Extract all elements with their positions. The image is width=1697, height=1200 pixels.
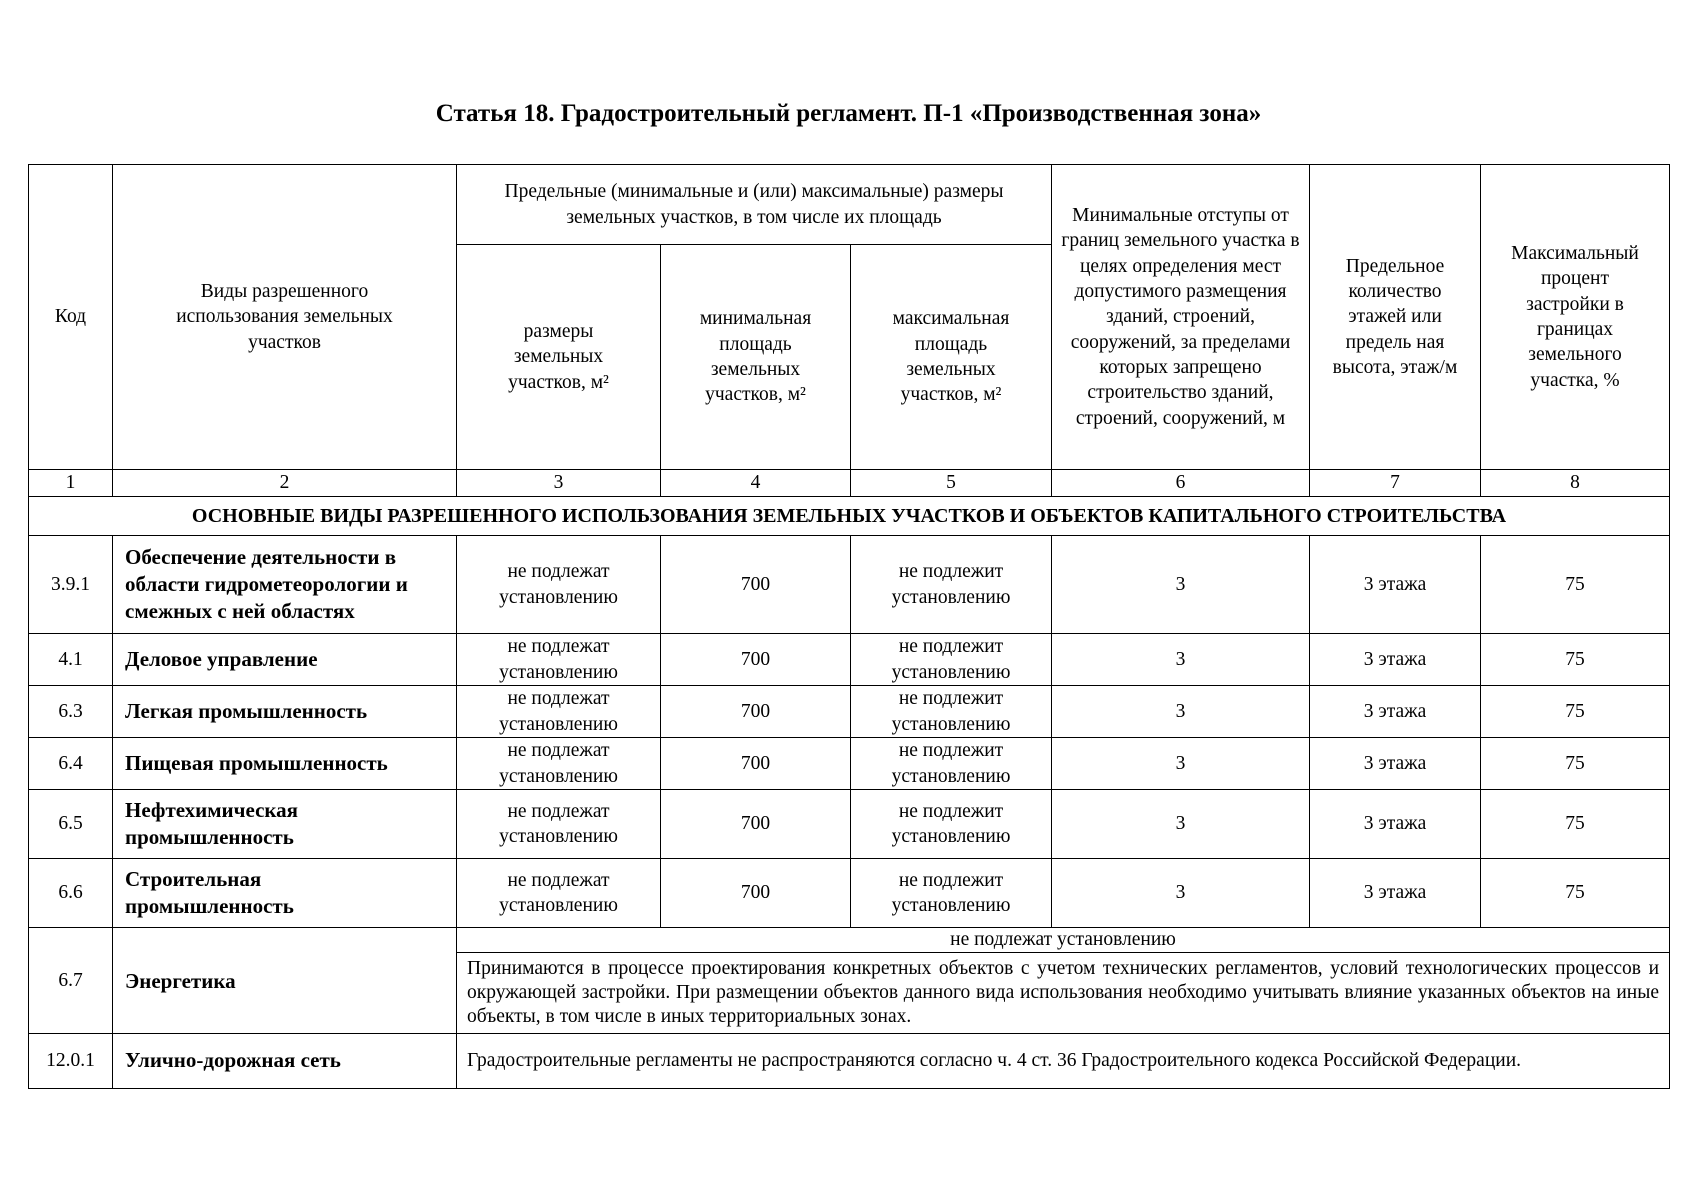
table-row-energy [29,928,1670,953]
row-setback: 3 [1052,790,1310,859]
row-floors: 3 этажа [1310,790,1481,859]
table-row [29,686,1670,738]
row-name: Строительная промышленность [113,859,457,928]
row-sizes: не подлежат установлению [457,738,661,790]
row-sizes: не подлежат установлению [457,859,661,928]
row-code: 6.7 [29,928,113,1034]
table-row [29,536,1670,634]
col-num: 2 [113,470,457,497]
section-title: ОСНОВНЫЕ ВИДЫ РАЗРЕШЕННОГО ИСПОЛЬЗОВАНИЯ ЗЕМЕЛЬНЫХ УЧАСТКОВ И ОБЪЕКТОВ КАПИТАЛЬНОГО СТРОИТЕЛЬСТВА [29,497,1670,536]
row-name: Легкая промышленность [113,686,457,738]
energy-note: Принимаются в процессе проектирования конкретных объектов с учетом технических регламентов, условий технологических процессов и окружающей застройки. При размещении объектов данного вида использования необходимо учитывать влияние указанных объектов на иные объекты, в том числе в иных территориальных зонах. [457,953,1670,1034]
header-row-1 [29,165,1670,245]
row-coverage: 75 [1481,859,1670,928]
table-row [29,738,1670,790]
row-setback: 3 [1052,738,1310,790]
row-name: Деловое управление [113,634,457,686]
col-num: 5 [851,470,1052,497]
row-floors: 3 этажа [1310,686,1481,738]
header-code: Код [29,165,113,470]
row-max-area: не подлежит установлению [851,859,1052,928]
row-floors: 3 этажа [1310,738,1481,790]
row-floors: 3 этажа [1310,859,1481,928]
row-floors: 3 этажа [1310,634,1481,686]
header-floors: Предельное количество этажей или предель ная высота, этаж/м [1310,165,1481,470]
row-min-area: 700 [661,859,851,928]
energy-not-set: не подлежат установлению [457,928,1670,953]
row-coverage: 75 [1481,790,1670,859]
header-setbacks: Минимальные отступы от границ земельного участка в целях определения мест допустимого размещения зданий, строений, сооружений, за пределами которых запрещено строительство зданий, строений, сооружений, м [1052,165,1310,470]
header-sizes: размеры земельных участков, м² [457,245,661,470]
row-name: Энергетика [113,928,457,1034]
row-max-area: не подлежит установлению [851,686,1052,738]
header-use-types: Виды разрешенного использования земельных участков [113,165,457,470]
row-name: Обеспечение деятельности в области гидрометеорологии и смежных с ней областях [113,536,457,634]
row-code: 6.5 [29,790,113,859]
col-num: 7 [1310,470,1481,497]
header-max-area: максимальная площадь земельных участков, м² [851,245,1052,470]
row-floors: 3 этажа [1310,536,1481,634]
row-coverage: 75 [1481,634,1670,686]
row-coverage: 75 [1481,536,1670,634]
row-code: 12.0.1 [29,1034,113,1089]
row-setback: 3 [1052,686,1310,738]
row-name: Пищевая промышленность [113,738,457,790]
header-coverage: Максимальный процент застройки в границах земельного участка, % [1481,165,1670,470]
row-sizes: не подлежат установлению [457,634,661,686]
row-coverage: 75 [1481,738,1670,790]
table-row [29,859,1670,928]
row-code: 6.6 [29,859,113,928]
row-code: 6.4 [29,738,113,790]
row-min-area: 700 [661,634,851,686]
column-numbers-row [29,470,1670,497]
row-coverage: 75 [1481,686,1670,738]
row-max-area: не подлежит установлению [851,790,1052,859]
row-sizes: не подлежат установлению [457,536,661,634]
section-row [29,497,1670,536]
table-row [29,790,1670,859]
row-min-area: 700 [661,536,851,634]
row-max-area: не подлежит установлению [851,634,1052,686]
row-setback: 3 [1052,536,1310,634]
row-name: Нефтехимическая промышленность [113,790,457,859]
row-sizes: не подлежат установлению [457,790,661,859]
col-num: 8 [1481,470,1670,497]
regulation-table [28,164,1670,1089]
row-max-area: не подлежит установлению [851,536,1052,634]
row-code: 3.9.1 [29,536,113,634]
row-min-area: 700 [661,686,851,738]
row-min-area: 700 [661,738,851,790]
col-num: 3 [457,470,661,497]
header-limits-group: Предельные (минимальные и (или) максимальные) размеры земельных участков, в том числе их площадь [457,165,1052,245]
page-title: Статья 18. Градостроительный регламент. П-1 «Производственная зона» [435,100,1262,127]
col-num: 1 [29,470,113,497]
row-name: Улично-дорожная сеть [113,1034,457,1089]
row-setback: 3 [1052,634,1310,686]
row-setback: 3 [1052,859,1310,928]
row-code: 6.3 [29,686,113,738]
col-num: 6 [1052,470,1310,497]
header-min-area: минимальная площадь земельных участков, м² [661,245,851,470]
row-max-area: не подлежит установлению [851,738,1052,790]
row-code: 4.1 [29,634,113,686]
row-sizes: не подлежат установлению [457,686,661,738]
row-min-area: 700 [661,790,851,859]
table-row [29,634,1670,686]
table-row-road [29,1034,1670,1089]
road-note: Градостроительные регламенты не распространяются согласно ч. 4 ст. 36 Градостроительного кодекса Российской Федерации. [457,1034,1670,1089]
col-num: 4 [661,470,851,497]
